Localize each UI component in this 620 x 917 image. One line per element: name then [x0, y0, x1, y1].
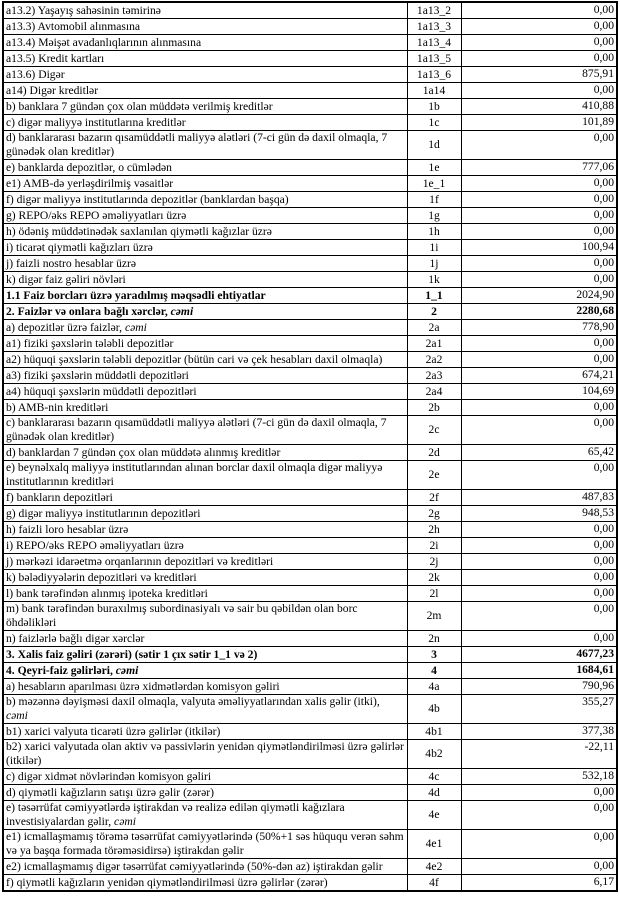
row-value: 0,00 [461, 416, 617, 445]
row-description-text: a13.6) Digər [6, 67, 65, 81]
row-description [3, 538, 407, 554]
row-value: 0,00 [461, 224, 617, 240]
row-code: 1a14 [407, 83, 461, 99]
row-value: 0,00 [461, 35, 617, 51]
row-description [3, 99, 407, 115]
row-description-text: f) digər maliyyə institutlarında depozitlər (banklardan başqa) [6, 192, 289, 206]
row-description [3, 859, 407, 875]
row-code: 4e1 [407, 830, 461, 859]
table-row [3, 83, 617, 99]
table-row [3, 352, 617, 368]
row-value: 0,00 [461, 801, 617, 830]
row-value: 0,00 [461, 602, 617, 631]
row-description [3, 160, 407, 176]
table-row [3, 35, 617, 51]
table-row [3, 99, 617, 115]
row-description [3, 586, 407, 602]
table-row [3, 695, 617, 724]
row-description-text: a13.4) Məişət avadanlıqlarının alınmasına [6, 35, 202, 49]
row-description-text: l) bank tərəfindən alınmış ipoteka kreditləri [6, 586, 208, 600]
table-row [3, 272, 617, 288]
row-code: 2l [407, 586, 461, 602]
row-description-text: a3) fiziki şəxslərin müddətli depozitləri [6, 368, 189, 382]
row-code: 1a13_2 [407, 2, 461, 19]
row-value: 0,00 [461, 352, 617, 368]
row-description [3, 320, 407, 336]
row-value: 0,00 [461, 785, 617, 801]
row-code: 1a13_4 [407, 35, 461, 51]
row-code: 1e [407, 160, 461, 176]
row-description-text: e) beynəlxalq maliyyə institutlarından alınan borclar daxil olmaqla digər maliyyə institutlarının kreditləri [6, 461, 383, 488]
table-row [3, 240, 617, 256]
table-row [3, 368, 617, 384]
table-row [3, 631, 617, 647]
row-description-text: m) bank tərəfindən buraxılmış subordinasiyalı və sair bu qəbildən olan borc öhdəlikləri [6, 602, 358, 629]
row-code: 2j [407, 554, 461, 570]
row-value: 6,17 [461, 875, 617, 892]
row-description-text: i) REPO/əks REPO əməliyyatları üzrə [6, 538, 184, 552]
row-description [3, 461, 407, 490]
row-description [3, 240, 407, 256]
row-code: 2i [407, 538, 461, 554]
row-code: 1k [407, 272, 461, 288]
row-value: 100,94 [461, 240, 617, 256]
row-code: 2e [407, 461, 461, 490]
row-value: 0,00 [461, 83, 617, 99]
table-row [3, 160, 617, 176]
row-code: 1d [407, 131, 461, 160]
row-description [3, 679, 407, 695]
row-value: 0,00 [461, 400, 617, 416]
row-description-text: c) banklararası bazarın qısamüddətli maliyyə alətləri (7-ci gün də daxil olmaqla, 7 günədək olan kreditlər) [6, 416, 387, 443]
table-row [3, 320, 617, 336]
row-description-italic-suffix: cəmi [170, 304, 194, 318]
row-code: 1f [407, 192, 461, 208]
row-value: 0,00 [461, 192, 617, 208]
row-description [3, 724, 407, 740]
row-description-text: a2) hüquqi şəxslərin tələbli depozitlər (bütün cari və çek hesabları daxil olmaqla) [6, 352, 383, 366]
row-description [3, 336, 407, 352]
row-description-italic-suffix: cəmi [115, 663, 139, 677]
row-code: 2m [407, 602, 461, 631]
row-description [3, 663, 407, 679]
row-description-text: h) ödəniş müddətinədək saxlanılan qiymətli kağızlar üzrə [6, 224, 272, 238]
row-description [3, 176, 407, 192]
row-code: 4a [407, 679, 461, 695]
row-value: 377,38 [461, 724, 617, 740]
row-code: 4 [407, 663, 461, 679]
table-row [3, 554, 617, 570]
row-description [3, 288, 407, 304]
row-description-text: b1) xarici valyuta ticarəti üzrə gəlirlər (itkilər) [6, 724, 221, 738]
row-description [3, 19, 407, 35]
row-description [3, 602, 407, 631]
row-description [3, 554, 407, 570]
row-description-text: a) depozitlər üzrə faizlər, [6, 320, 125, 334]
row-description-text: e2) icmallaşmamış digər təsərrüfat cəmiyyətlərində (50%-dən az) iştirakdan gəlir [6, 859, 383, 873]
table-row [3, 192, 617, 208]
row-description-text: b) banklara 7 gündən çox olan müddətə verilmiş kreditlər [6, 99, 273, 113]
table-row [3, 336, 617, 352]
row-value: 777,06 [461, 160, 617, 176]
table-row [3, 647, 617, 663]
row-description-text: e1) icmallaşmamış törəmə təsərrüfat cəmiyyətlərində (50%+1 səs hüququ verən səhm və ya başqa formada törəməsidirsə) iştirakdan gəlir [6, 830, 404, 857]
row-code: 1a13_5 [407, 51, 461, 67]
table-row [3, 67, 617, 83]
report-table-body [3, 2, 617, 891]
row-description [3, 875, 407, 892]
row-description-text: b) məzənnə dəyişməsi daxil olmaqla, valyuta əməliyyatlarından xalis gəlir (itki), [6, 695, 380, 708]
row-description-text: 2. Faizlər və onlara bağlı xərclər, [6, 304, 171, 318]
table-row [3, 131, 617, 160]
row-value: -22,11 [461, 740, 617, 769]
row-description [3, 769, 407, 785]
row-description [3, 304, 407, 320]
table-row [3, 51, 617, 67]
row-description [3, 131, 407, 160]
row-description [3, 384, 407, 400]
row-description-text: e1) AMB-də yerləşdirilmiş vəsaitlər [6, 176, 174, 190]
row-description [3, 695, 407, 724]
financial-report-table [2, 1, 618, 892]
row-code: 4b1 [407, 724, 461, 740]
row-code: 4c [407, 769, 461, 785]
table-row [3, 602, 617, 631]
row-description [3, 224, 407, 240]
row-value: 0,00 [461, 859, 617, 875]
row-description [3, 83, 407, 99]
row-value: 0,00 [461, 256, 617, 272]
row-code: 2d [407, 445, 461, 461]
row-value: 0,00 [461, 131, 617, 160]
table-row [3, 538, 617, 554]
table-row [3, 304, 617, 320]
row-code: 1h [407, 224, 461, 240]
row-code: 1b [407, 99, 461, 115]
row-code: 1c [407, 115, 461, 131]
row-description-italic-suffix: cəmi [114, 815, 136, 828]
row-description [3, 490, 407, 506]
row-code: 1j [407, 256, 461, 272]
row-description [3, 51, 407, 67]
row-description-text: b2) xarici valyutada olan aktiv və passivlərin yenidən qiymətləndirilməsi üzrə gəlirlər (itkilər) [6, 740, 404, 767]
row-value: 1684,61 [461, 663, 617, 679]
row-description-text: k) digər faiz gəliri növləri [6, 272, 126, 286]
table-row [3, 461, 617, 490]
row-code: 4e2 [407, 859, 461, 875]
table-row [3, 416, 617, 445]
table-row [3, 859, 617, 875]
row-description [3, 570, 407, 586]
row-code: 4f [407, 875, 461, 892]
row-description-text: c) digər xidmət növlərindən komisyon gəliri [6, 769, 212, 783]
row-value: 0,00 [461, 538, 617, 554]
row-description-text: e) təsərrüfat cəmiyyətlərdə iştirakdan və realizə edilən qiymətli kağızlara investisiyalardan gəlir, [6, 801, 345, 828]
row-description-text: f) qiymətli kağızların yenidən qiymətləndirilməsi üzrə gəlirlər (zərər) [6, 875, 328, 889]
table-row [3, 176, 617, 192]
table-row [3, 679, 617, 695]
row-description [3, 352, 407, 368]
table-row [3, 785, 617, 801]
row-description [3, 631, 407, 647]
table-row [3, 875, 617, 892]
row-description [3, 506, 407, 522]
row-value: 790,96 [461, 679, 617, 695]
row-description-text: j) faizli nostro hesablar üzrə [6, 256, 137, 270]
row-value: 674,21 [461, 368, 617, 384]
table-row [3, 740, 617, 769]
row-value: 2280,68 [461, 304, 617, 320]
row-description [3, 785, 407, 801]
row-description-text: n) faizlərlə bağlı digər xərclər [6, 631, 145, 645]
row-code: 1e_1 [407, 176, 461, 192]
row-description [3, 445, 407, 461]
row-code: 2 [407, 304, 461, 320]
table-row [3, 724, 617, 740]
row-description [3, 400, 407, 416]
row-value: 0,00 [461, 461, 617, 490]
row-description-italic-suffix: cəmi [6, 709, 28, 722]
row-description-text: b) AMB-nin kreditləri [6, 400, 109, 414]
row-code: 2c [407, 416, 461, 445]
table-row [3, 522, 617, 538]
row-code: 2a4 [407, 384, 461, 400]
table-row [3, 801, 617, 830]
row-description-text: j) mərkəzi idarəetmə orqanlarının depozitləri və kreditləri [6, 554, 274, 568]
row-code: 2a2 [407, 352, 461, 368]
row-description-text: e) banklarda depozitlər, o cümlədən [6, 160, 172, 174]
row-value: 0,00 [461, 176, 617, 192]
row-code: 4b2 [407, 740, 461, 769]
row-value: 0,00 [461, 586, 617, 602]
table-row [3, 400, 617, 416]
row-code: 1g [407, 208, 461, 224]
table-row [3, 2, 617, 19]
row-description [3, 740, 407, 769]
row-description-italic-suffix: cəmi [124, 320, 147, 334]
row-value: 0,00 [461, 208, 617, 224]
row-code: 2b [407, 400, 461, 416]
table-row [3, 19, 617, 35]
row-value: 101,89 [461, 115, 617, 131]
row-value: 0,00 [461, 631, 617, 647]
row-value: 104,69 [461, 384, 617, 400]
row-value: 0,00 [461, 2, 617, 19]
row-value: 487,83 [461, 490, 617, 506]
table-row [3, 208, 617, 224]
table-row [3, 506, 617, 522]
row-value: 0,00 [461, 19, 617, 35]
row-description-text: 3. Xalis faiz gəliri (zərəri) (sətir 1 çıx sətir 1_1 və 2) [6, 647, 258, 661]
table-row [3, 663, 617, 679]
table-row [3, 586, 617, 602]
row-code: 4e [407, 801, 461, 830]
row-value: 410,88 [461, 99, 617, 115]
row-code: 2a1 [407, 336, 461, 352]
row-value: 2024,90 [461, 288, 617, 304]
row-code: 1a13_6 [407, 67, 461, 83]
row-value: 0,00 [461, 554, 617, 570]
row-code: 2g [407, 506, 461, 522]
row-description-text: g) REPO/əks REPO əməliyyatları üzrə [6, 208, 187, 222]
row-description [3, 35, 407, 51]
row-description-text: d) qiymətli kağızların satışı üzrə gəlir (zərər) [6, 785, 214, 799]
row-code: 4d [407, 785, 461, 801]
row-description [3, 208, 407, 224]
table-row [3, 490, 617, 506]
table-row [3, 384, 617, 400]
row-description-text: d) banklardan 7 gündən çox olan müddətə alınmış kreditlər [6, 445, 281, 459]
row-description [3, 192, 407, 208]
row-value: 532,18 [461, 769, 617, 785]
table-row [3, 256, 617, 272]
row-code: 1i [407, 240, 461, 256]
row-value: 875,91 [461, 67, 617, 83]
row-code: 4b [407, 695, 461, 724]
row-value: 778,90 [461, 320, 617, 336]
row-description [3, 416, 407, 445]
row-description-text: a) hesabların aparılması üzrə xidmətlərdən komisyon gəliri [6, 679, 280, 693]
row-code: 2a [407, 320, 461, 336]
row-value: 0,00 [461, 522, 617, 538]
row-description [3, 256, 407, 272]
row-description [3, 647, 407, 663]
row-description-text: a13.5) Kredit kartları [6, 51, 105, 65]
table-row [3, 115, 617, 131]
row-description-text: g) digər maliyyə institutlarının depozitləri [6, 506, 201, 520]
table-row [3, 769, 617, 785]
row-description-text: a4) hüquqi şəxslərin müddətli depozitləri [6, 384, 197, 398]
row-description [3, 368, 407, 384]
row-value: 0,00 [461, 570, 617, 586]
row-description [3, 801, 407, 830]
row-description-text: d) banklararası bazarın qısamüddətli maliyyə alətləri (7-ci gün də daxil olmaqla, 7 günədək olan kreditlər) [6, 131, 388, 158]
row-value: 948,53 [461, 506, 617, 522]
table-row [3, 830, 617, 859]
table-row [3, 445, 617, 461]
row-description-text: a1) fiziki şəxslərin tələbli depozitlər [6, 336, 174, 350]
row-code: 2k [407, 570, 461, 586]
row-description [3, 522, 407, 538]
row-code: 1_1 [407, 288, 461, 304]
row-value: 0,00 [461, 336, 617, 352]
row-description [3, 115, 407, 131]
row-code: 2a3 [407, 368, 461, 384]
row-value: 4677,23 [461, 647, 617, 663]
row-description [3, 67, 407, 83]
row-description-text: a13.2) Yaşayış sahəsinin təmirinə [6, 3, 161, 17]
row-description-text: a13.3) Avtomobil alınmasına [6, 19, 141, 33]
row-description-text: 4. Qeyri-faiz gəlirləri, [6, 663, 116, 677]
table-row [3, 288, 617, 304]
row-value: 355,27 [461, 695, 617, 724]
row-description-text: 1.1 Faiz borcları üzrə yaradılmış məqsədli ehtiyatlar [6, 288, 266, 302]
row-description [3, 272, 407, 288]
row-value: 0,00 [461, 51, 617, 67]
row-description-text: f) bankların depozitləri [6, 490, 113, 504]
table-row [3, 224, 617, 240]
row-description-text: i) ticarət qiymətli kağızları üzrə [6, 240, 153, 254]
row-description-text: a14) Digər kreditlər [6, 83, 99, 97]
row-code: 2f [407, 490, 461, 506]
row-value: 65,42 [461, 445, 617, 461]
row-description-text: c) digər maliyyə institutlarına kreditlər [6, 115, 186, 129]
row-code: 2n [407, 631, 461, 647]
table-row [3, 570, 617, 586]
row-value: 0,00 [461, 272, 617, 288]
row-code: 1a13_3 [407, 19, 461, 35]
row-description-text: k) bələdiyyələrin depozitləri və kreditləri [6, 570, 197, 584]
row-description [3, 830, 407, 859]
row-description [3, 2, 407, 19]
row-code: 2h [407, 522, 461, 538]
row-description-text: h) faizli loro hesablar üzrə [6, 522, 129, 536]
row-code: 3 [407, 647, 461, 663]
row-value: 0,00 [461, 830, 617, 859]
